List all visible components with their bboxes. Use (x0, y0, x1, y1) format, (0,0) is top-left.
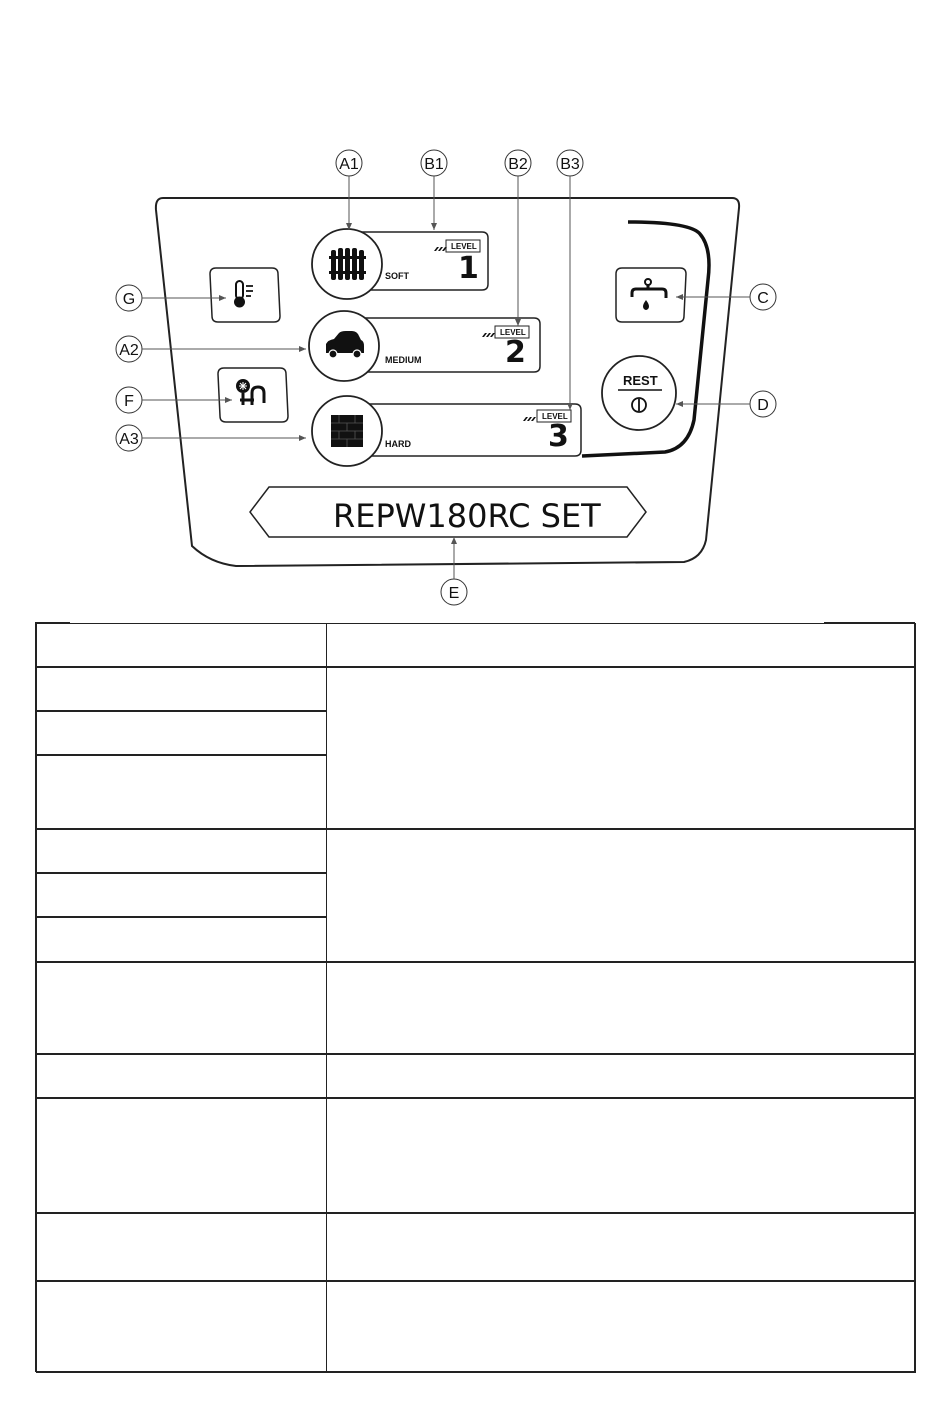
level-word: LEVEL (500, 328, 526, 337)
spec-table (35, 622, 915, 1372)
callout-b3 (557, 150, 583, 176)
table-cell (36, 755, 327, 829)
table-cell (326, 1098, 916, 1213)
svg-text:G: G (122, 291, 136, 308)
mode-soft[interactable] (312, 229, 488, 299)
svg-text:F: F (124, 393, 134, 410)
table-cell (36, 829, 327, 873)
svg-text:B3: B3 (560, 156, 580, 173)
mode-medium[interactable] (309, 311, 540, 381)
table-cell (36, 623, 327, 667)
callout-f (116, 387, 142, 413)
level-number: 2 (505, 335, 526, 370)
table-cell (36, 1054, 327, 1098)
svg-text:B2: B2 (508, 156, 528, 173)
svg-text:B1: B1 (424, 156, 444, 173)
level-stripes-icon (482, 333, 495, 337)
table-cell (36, 667, 327, 711)
control-panel-diagram (0, 0, 950, 622)
table-cell (326, 667, 916, 829)
table-cell (36, 1213, 327, 1281)
mode-label: HARD (385, 439, 411, 449)
callout-d (750, 391, 776, 417)
svg-text:C: C (757, 290, 769, 307)
level-stripes-icon (434, 247, 447, 251)
callout-c (750, 284, 776, 310)
svg-text:E: E (448, 585, 460, 602)
table-cell (326, 829, 916, 962)
table-cell (36, 1098, 327, 1213)
table-cell (326, 1213, 916, 1281)
callout-e (441, 579, 467, 605)
callout-b1 (421, 150, 447, 176)
svg-text:A1: A1 (339, 156, 359, 173)
table-cell (36, 962, 327, 1054)
svg-text:A2: A2 (119, 342, 139, 359)
table-cell (36, 711, 327, 755)
table-cell (326, 623, 916, 667)
table-cell (36, 1281, 327, 1373)
rest-label: REST (623, 373, 658, 388)
level-number: 3 (548, 419, 569, 454)
callout-a2 (116, 336, 142, 362)
mode-hard[interactable] (312, 396, 581, 466)
radiator-icon (329, 248, 366, 280)
svg-text:A3: A3 (119, 431, 139, 448)
level-stripes-icon (523, 417, 536, 421)
level-word: LEVEL (451, 242, 477, 251)
callout-a3 (116, 425, 142, 451)
antifreeze-button[interactable] (218, 368, 288, 422)
table-cell (326, 1054, 916, 1098)
model-display (250, 487, 646, 537)
table-cell (36, 873, 327, 917)
table-cell (326, 962, 916, 1054)
level-number: 1 (458, 251, 479, 286)
temperature-button[interactable] (210, 268, 280, 322)
mode-label: MEDIUM (385, 355, 422, 365)
rest-power-button[interactable] (602, 356, 676, 430)
table-cell (326, 1281, 916, 1373)
callout-b2 (505, 150, 531, 176)
brick-wall-icon (331, 415, 363, 447)
svg-text:D: D (757, 397, 769, 414)
level-word: LEVEL (542, 412, 568, 421)
mode-label: SOFT (385, 271, 409, 281)
tap-button[interactable] (616, 268, 686, 322)
callout-g (116, 285, 142, 311)
table-cell (36, 917, 327, 962)
callout-a1 (336, 150, 362, 176)
model-display-text: REPW180RC SET (333, 497, 601, 535)
